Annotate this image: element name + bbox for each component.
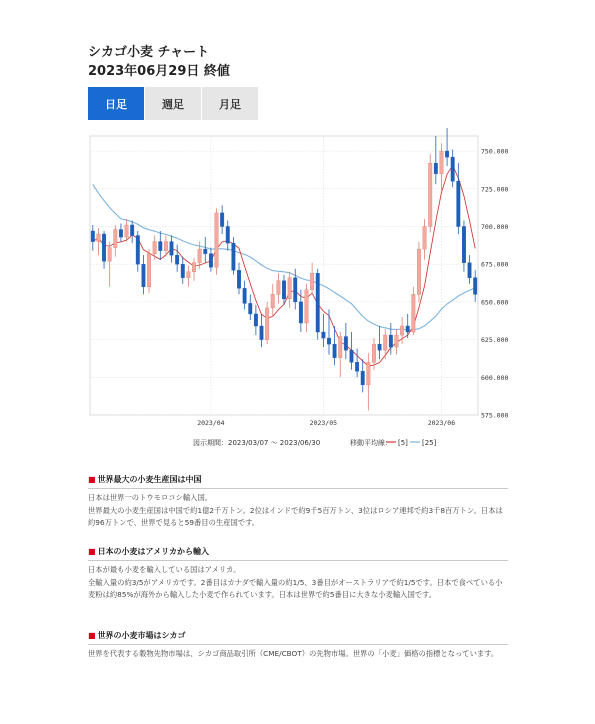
candle-body <box>288 278 291 299</box>
candle-body <box>367 362 370 385</box>
candle-body <box>136 236 139 265</box>
candle-body <box>265 308 268 340</box>
candle-body <box>237 270 240 288</box>
candle-body <box>198 249 201 263</box>
candle-body <box>299 302 302 323</box>
section-text: 日本が最も小麦を輸入している国はアメリカ。 <box>88 565 241 574</box>
candle-body <box>406 326 409 332</box>
candle-body <box>164 242 167 251</box>
candle-body <box>108 248 111 262</box>
candle-body <box>215 213 218 267</box>
period-tabs <box>88 87 259 120</box>
section-text: 日本は世界一のトウモロコシ輸入国。 <box>88 493 213 502</box>
candle-body <box>310 273 313 290</box>
candle-body <box>361 371 364 385</box>
closing-date-subtitle: 2023年06月29日 終値 <box>88 64 230 79</box>
y-axis <box>481 148 508 420</box>
candle-body <box>389 335 392 347</box>
candle-body <box>142 264 145 287</box>
candle-body <box>114 230 117 248</box>
section-heading: 世界最大の小麦生産国は中国 <box>97 475 202 484</box>
section-heading: 世界の小麦市場はシカゴ <box>97 631 186 640</box>
candle-body <box>243 288 246 303</box>
wheat-candlestick-chart <box>88 128 518 458</box>
y-tick-label: 600.000 <box>481 373 509 382</box>
candle-body <box>220 213 223 227</box>
candle-body <box>260 326 263 340</box>
square-bullet-icon: ■ <box>88 631 96 640</box>
candle-body <box>417 249 420 294</box>
candle-body <box>232 243 235 270</box>
section-text: 全輸入量の約3/5がアメリカです。2番目はカナダで輸入量の約1/5、3番目がオーストラリアで約1/5です。日本で食べている小麦粉は約85%が海外から輸入した小麦で作られています。日本は世界で約5番目に大きな小麦輸入国です。 <box>88 577 503 599</box>
candle-body <box>226 226 229 243</box>
x-tick-label: 2023/05 <box>309 419 338 427</box>
candle-body <box>451 157 454 181</box>
section-text: 世界を代表する穀物先物市場は、シカゴ商品取引所（CME/CBOT）の先物市場。世界の「小麦」価格の指標となっています。 <box>88 649 499 658</box>
period-label: 図示期間：2023/03/07 ～ 2023/06/30 <box>193 439 321 447</box>
candle-body <box>209 254 212 268</box>
candle-body <box>378 344 381 350</box>
candle-body <box>159 242 162 251</box>
x-tick-label: 2023/06 <box>427 419 456 427</box>
candle-body <box>434 163 437 174</box>
ma-long-legend-label: [25] <box>422 439 437 447</box>
candle-body <box>423 226 426 249</box>
candle-body <box>130 225 133 236</box>
chart-footer-labels <box>193 438 437 447</box>
candle-body <box>192 263 195 272</box>
candle-body <box>204 249 207 254</box>
candle-body <box>428 163 431 226</box>
x-axis <box>197 419 455 427</box>
candle-body <box>355 362 358 371</box>
candle-body <box>119 230 122 238</box>
section-heading: 日本の小麦はアメリカから輸入 <box>97 547 210 556</box>
candle-body <box>254 314 257 326</box>
section-text: 世界最大の小麦生産国は中国で約1億2千万トン。2位はインドで約9千5百万トン、3位はロシア連邦で約3千8百万トン。日本は約96万トンで、世界で見ると59番目の生産国です。 <box>88 505 503 527</box>
tab-weekly[interactable]: 週足 <box>145 87 202 120</box>
y-tick-label: 750.000 <box>481 147 509 156</box>
tab-monthly[interactable]: 月足 <box>202 87 259 120</box>
candle-body <box>473 278 476 295</box>
candle-body <box>153 242 156 254</box>
candle-body <box>187 272 190 278</box>
candle-body <box>277 281 280 295</box>
candle-body <box>462 226 465 262</box>
candle-body <box>181 264 184 278</box>
section-import-source <box>88 546 508 602</box>
candle-body <box>333 344 336 358</box>
y-tick-label: 650.000 <box>481 298 509 307</box>
candle-body <box>316 273 319 332</box>
candle-body <box>305 290 308 323</box>
candle-body <box>350 350 353 362</box>
candle-body <box>338 337 341 358</box>
square-bullet-icon: ■ <box>88 475 96 484</box>
candle-body <box>249 303 252 314</box>
section-top-producer <box>88 474 508 530</box>
candlestick-series <box>91 128 477 410</box>
candle-body <box>440 151 443 174</box>
y-tick-label: 700.000 <box>481 222 509 231</box>
square-bullet-icon: ■ <box>88 547 96 556</box>
candle-body <box>400 326 403 335</box>
candle-body <box>91 231 94 242</box>
candle-body <box>97 234 100 242</box>
candle-body <box>372 344 375 362</box>
candle-body <box>327 338 330 344</box>
ma-legend-label: 移動平均線： <box>350 439 392 447</box>
y-tick-label: 575.000 <box>481 411 509 420</box>
candle-body <box>282 281 285 299</box>
candle-body <box>125 225 128 237</box>
x-tick-label: 2023/04 <box>197 419 225 427</box>
ma-short-legend-label: [5] <box>398 439 408 447</box>
tab-daily[interactable]: 日足 <box>88 87 145 120</box>
page-title: シカゴ小麦 チャート <box>88 45 210 60</box>
candle-body <box>468 263 471 278</box>
candle-body <box>383 335 386 350</box>
y-tick-label: 725.000 <box>481 185 509 194</box>
y-tick-label: 675.000 <box>481 260 509 269</box>
candle-body <box>175 255 178 264</box>
candle-body <box>412 294 415 332</box>
y-tick-label: 625.000 <box>481 336 509 345</box>
candle-body <box>102 234 105 261</box>
candle-body <box>344 337 347 351</box>
candle-body <box>147 254 150 287</box>
candle-body <box>395 335 398 347</box>
section-market <box>88 630 508 661</box>
candle-body <box>457 181 460 226</box>
candle-body <box>271 294 274 308</box>
candle-body <box>445 151 448 157</box>
candle-body <box>322 332 325 338</box>
candle-body <box>170 242 173 256</box>
candle-body <box>294 278 297 302</box>
